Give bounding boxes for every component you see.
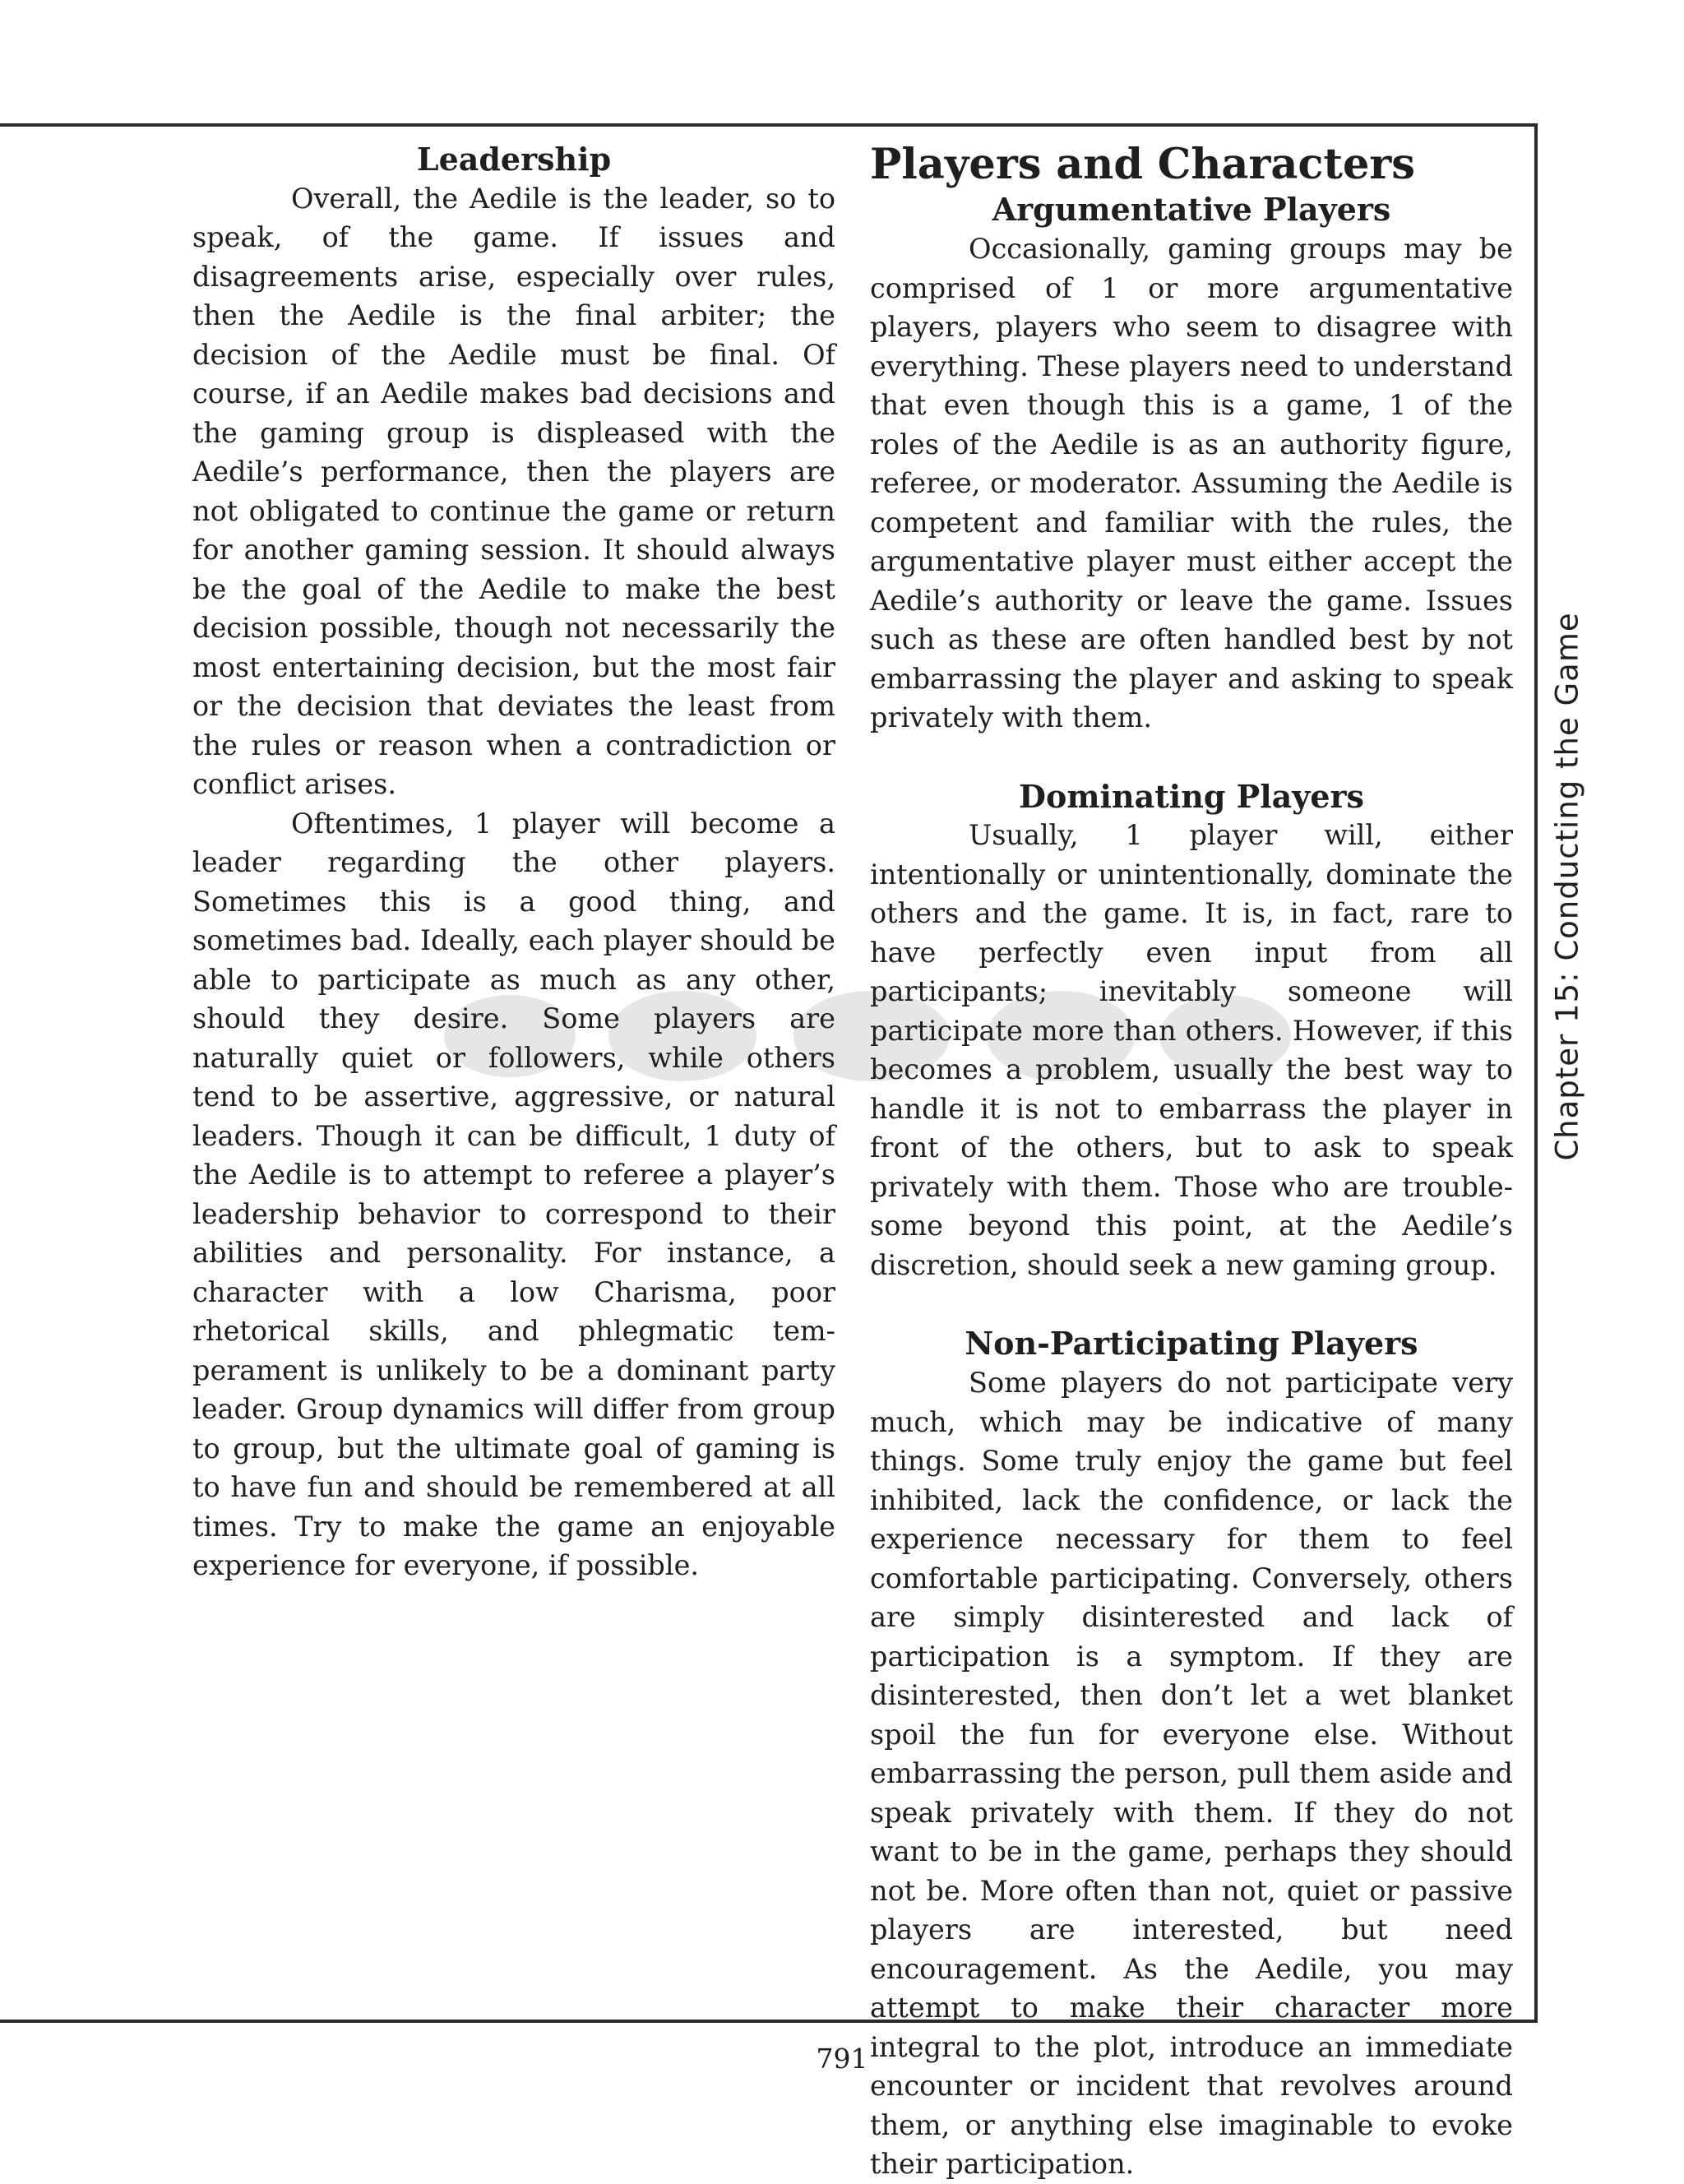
non-participating-heading: Non-Participating Players xyxy=(965,1325,1418,1363)
dominating-text: Usually, 1 player will, either intentionally or unintentionally, dominate the others and the game. It is, in fact, rare to have perfectly even input from all participants; inevitably someone will participate more than others. However, if this becomes a problem, usually the best way to handle it is not to embarrass the player in front of the others, but to ask to speak privately with them. Those who are troublesome beyond this point, at the Aedile’s discretion, should seek a new gaming group. xyxy=(870,819,1513,1281)
leadership-paragraph-1: Overall, the Aedile is the leader, so to speak, of the game. If issues and disagreements arise, especially over rules, then the Aedile is the final arbiter; the decision of the Aedile must be final. Of course, if an Aedile makes bad decisions and the gaming group is displeased with the Aedile’s performance, then the players are not obligated to continue the game or return for another gaming session. It should always be the goal of the Aedile to make the best decision possible, though not necessarily the most entertaining decision, but the most fair or the decision that deviates the least from the rules or reason when a contradiction or conflict arises. xyxy=(192,182,835,801)
page-number: 791 xyxy=(816,2043,868,2075)
argumentative-text: Occasionally, gaming groups may be comprised of 1 or more argumentative players, players who seem to disagree with everything. These players need to understand that even though this is a game, 1 of the roles of the Aedile is as an authority figure, referee, or moderator. Assuming the Aedile is competent and familiar with the rules, the argumentative player must either accept the Aedile’s authority or leave the game. Issues such as these are often handled best by not embarrassing the player and asking to speak privately with them. xyxy=(870,233,1513,734)
right-column xyxy=(870,140,1513,2184)
section-title: Players and Characters xyxy=(870,140,1415,189)
argumentative-heading: Argumentative Players xyxy=(992,191,1391,229)
non-participating-text: Some players do not participate very much, which may be indicative of many things. Some truly enjoy the game but feel inhibited, lack the confidence, or lack the experience necessary for them to feel comfortable participating. Conversely, others are simply disinterested and lack of participation is a symptom. If they are disinterested, then don’t let a wet blanket spoil the fun for everyone else. Without embarrassing the person, pull them aside and speak privately with them. If they do not want to be in the game, perhaps they should not be. More often than not, quiet or passive players are interested, but need encouragement. As the Aedile, you may attempt to make their character more integral to the plot, introduce an immediate encounter or incident that revolves around them, or anything else imaginable to evoke their participation. xyxy=(870,1367,1513,2181)
leadership-heading: Leadership xyxy=(416,141,612,178)
leadership-paragraph-2: Oftentimes, 1 player will become a leader regarding the other players. Sometimes this is a good thing, and sometimes bad. Ideally, each player should be able to participate as much as any other, should they desire. Some players are naturally quiet or followers, while others tend to be assertive, aggressive, or natural leaders. Though it can be difficult, 1 duty of the Aedile is to attempt to referee a player’s leadership behavior to correspond to their abilities and personality. For instance, a character with a low Charisma, poor rhetorical skills, and phlegmatic temperament is unlikely to be a dominant party leader. Group dynamics will differ from group to group, but the ultimate goal of gaming is to have fun and should be remembered at all times. Try to make the game an enjoyable experience for everyone, if possible. xyxy=(192,807,835,1582)
dominating-heading: Dominating Players xyxy=(1019,777,1364,815)
chapter-side-title: Chapter 15: Conducting the Game xyxy=(1549,612,1585,1161)
spacer xyxy=(870,1284,1513,1324)
spacer xyxy=(870,738,1513,777)
left-column xyxy=(192,140,835,1585)
